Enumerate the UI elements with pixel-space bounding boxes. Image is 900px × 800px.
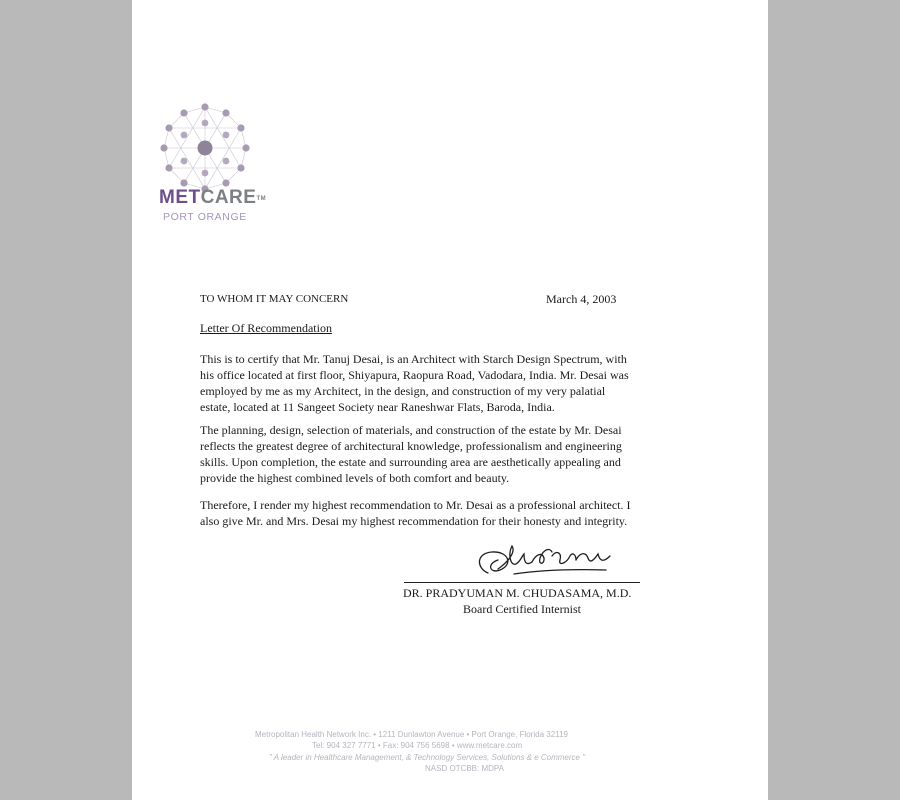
- footer-ticker: NASD OTCBB: MDPA: [425, 764, 504, 773]
- signer-name: DR. PRADYUMAN M. CHUDASAMA, M.D.: [403, 586, 632, 600]
- metcare-logo-wordmark: METCARE™: [159, 187, 267, 208]
- letter-paragraph: This is to certify that Mr. Tanuj Desai, is an Architect with Starch Design Spectrum, with his office located at first floor, Shiyapura, Raopura Road, Vadodara, India. Mr. Desai was employed by me as my Architect, in the design, and construction of my very palatial estate, located at 11 Sangeet Society near Raneshwar Flats, Baroda, India.: [200, 352, 629, 414]
- letter-paragraph: The planning, design, selection of materials, and construction of the estate by Mr. Desai reflects the greatest degree of architectural knowledge, professionalism and engineering skills. Upon completion, the estate and surrounding area are aesthetically appealing and provide the highest combined levels of both comfort and beauty.: [200, 423, 622, 485]
- logo-location: PORT ORANGE: [163, 211, 247, 223]
- footer-contact: Tel: 904 327 7771 • Fax: 904 756 5698 • www.metcare.com: [312, 741, 523, 750]
- signature-line: [404, 582, 640, 583]
- letter-subject: Letter Of Recommendation: [200, 321, 332, 335]
- letter-addressee: TO WHOM IT MAY CONCERN: [200, 293, 349, 305]
- footer-tagline: " A leader in Healthcare Management, & Technology Services, Solutions & e Commerce ": [269, 753, 586, 762]
- metcare-network-logo-icon: [158, 101, 252, 195]
- footer-address: Metropolitan Health Network Inc. • 1211 Dunlawton Avenue • Port Orange, Florida 32119: [255, 730, 568, 739]
- letter-page: [132, 0, 768, 800]
- letter-paragraph: Therefore, I render my highest recommendation to Mr. Desai as a professional architect. I also give Mr. and Mrs. Desai my highest recommendation for their honesty and integrity.: [200, 498, 631, 528]
- trademark-mark: TM: [256, 196, 267, 202]
- letter-date: March 4, 2003: [546, 292, 617, 306]
- signer-title: Board Certified Internist: [463, 602, 581, 616]
